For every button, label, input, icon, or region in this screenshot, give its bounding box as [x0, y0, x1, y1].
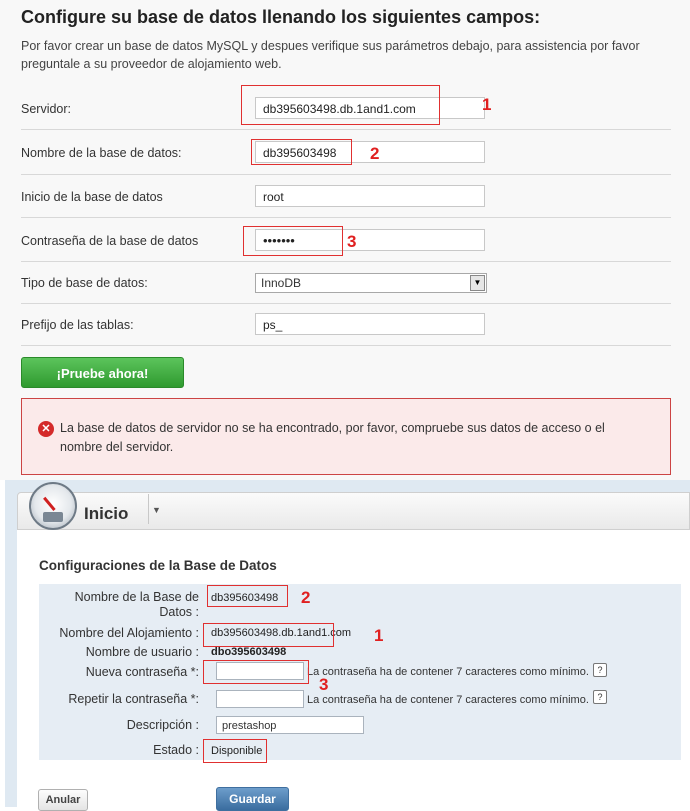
- new-password-hint: La contraseña ha de contener 7 caracteres como mínimo.: [307, 666, 589, 678]
- db-name-label: Nombre de la Base de Datos :: [74, 590, 199, 619]
- error-message-box: [21, 398, 671, 475]
- repeat-password-hint: La contraseña ha de contener 7 caracteres como mínimo.: [307, 694, 589, 706]
- prefix-label: Prefijo de las tablas:: [21, 318, 134, 332]
- annotation-number-2: 2: [370, 144, 380, 163]
- intro-text: Por favor crear un base de datos MySQL y despues verifique sus parámetros debajo, para assistencia por favor preguntale a su proveedor de alojamiento web.: [21, 39, 640, 71]
- repeat-password-input[interactable]: [216, 690, 304, 708]
- hosting-panel: [5, 480, 690, 807]
- status-value: Disponible: [211, 745, 263, 757]
- db-name-value: db395603498: [211, 592, 279, 604]
- dbuser-label: Inicio de la base de datos: [21, 190, 163, 204]
- annotation-number-1: 1: [482, 95, 492, 114]
- annotation-number-2: 2: [301, 588, 311, 607]
- highlight-status: [203, 739, 267, 763]
- help-icon[interactable]: ?: [593, 690, 607, 704]
- username-label: Nombre de usuario :: [85, 645, 199, 659]
- annotation-number-3: 3: [347, 232, 357, 251]
- section-title: Configuraciones de la Base de Datos: [39, 558, 277, 573]
- annotation-number-1: 1: [374, 626, 384, 645]
- db-settings-panel: [17, 530, 690, 807]
- server-input[interactable]: db395603498.db.1and1.com: [255, 97, 485, 119]
- dbname-label: Nombre de la base de datos:: [21, 146, 182, 160]
- description-input[interactable]: prestashop: [216, 716, 364, 734]
- dbpassword-input[interactable]: •••••••: [255, 229, 485, 251]
- dbtype-select[interactable]: [255, 273, 487, 293]
- cancel-button[interactable]: Anular: [38, 789, 88, 811]
- highlight-server: [241, 85, 440, 125]
- new-password-label: Nueva contraseña *:: [85, 665, 199, 679]
- error-icon: ✕: [38, 421, 54, 437]
- dbuser-input[interactable]: root: [255, 185, 485, 207]
- dbtype-selected-value: InnoDB: [261, 276, 302, 290]
- page-title: Configure su base de datos llenando los siguientes campos:: [21, 7, 541, 27]
- dbpassword-row: [21, 217, 671, 262]
- highlight-password: [243, 226, 343, 256]
- error-message-text: La base de datos de servidor no se ha encontrado, por favor, compruebe sus datos de acceso o el nombre del servidor.: [60, 421, 605, 454]
- dbuser-row: [21, 174, 671, 218]
- help-icon[interactable]: ?: [593, 663, 607, 677]
- highlight-host: [203, 623, 334, 647]
- dropdown-arrow-icon[interactable]: ▼: [470, 275, 485, 291]
- dbtype-row: [21, 261, 671, 304]
- save-button[interactable]: Guardar: [216, 787, 289, 811]
- tab-inicio[interactable]: Inicio: [84, 504, 129, 523]
- status-label: Estado :: [153, 743, 199, 757]
- server-label: Servidor:: [21, 102, 72, 116]
- db-settings-form: [39, 584, 681, 760]
- highlight-dbname: [251, 139, 352, 165]
- chevron-down-icon[interactable]: ▼: [152, 505, 161, 515]
- test-now-button[interactable]: ¡Pruebe ahora!: [21, 357, 184, 388]
- dashboard-gauge-icon: [29, 482, 77, 530]
- highlight-new-password: [203, 660, 309, 684]
- dbtype-label: Tipo de base de datos:: [21, 276, 148, 290]
- dbname-input[interactable]: db395603498: [255, 141, 485, 163]
- repeat-password-label: Repetir la contraseña *:: [68, 692, 199, 706]
- description-label: Descripción :: [126, 718, 199, 732]
- highlight-db-name: [207, 585, 288, 607]
- annotation-number-3: 3: [319, 675, 329, 694]
- dbpassword-label: Contraseña de la base de datos: [21, 234, 199, 248]
- prefix-row: [21, 303, 671, 346]
- host-value: db395603498.db.1and1.com: [211, 627, 352, 639]
- tab-divider: [148, 494, 149, 524]
- host-label: Nombre del Alojamiento :: [59, 626, 199, 640]
- username-value: dbo395603498: [211, 646, 287, 658]
- prefix-input[interactable]: ps_: [255, 313, 485, 335]
